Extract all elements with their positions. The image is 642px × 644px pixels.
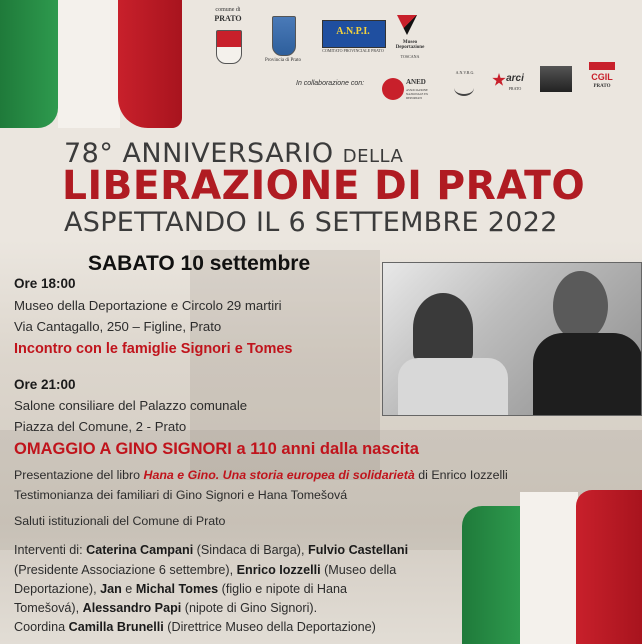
event2-greetings: Saluti istituzionali del Comune di Prato — [14, 514, 226, 528]
photo-figure-woman-body — [398, 358, 508, 416]
speaker-name: Caterina Campani — [86, 543, 194, 557]
event2-title: OMAGGIO A GINO SIGNORI a 110 anni dalla nascita — [14, 440, 419, 458]
speaker-conjunction: e — [121, 582, 136, 596]
event1-place: Museo della Deportazione e Circolo 29 martiri — [14, 298, 282, 313]
speakers-line-3 — [14, 582, 347, 596]
photo-figure-woman — [413, 293, 473, 363]
event2-presentation — [14, 468, 508, 482]
aned-logo-icon — [382, 78, 404, 100]
photo-figure-man — [553, 271, 608, 341]
speakers-line-2 — [14, 563, 396, 577]
partner-logo-icon — [540, 66, 572, 92]
provincia-crest-icon — [272, 16, 296, 56]
cgil-sub: PRATO — [593, 84, 611, 89]
event1-time: Ore 18:00 — [14, 276, 76, 291]
speakers-line-1 — [14, 543, 408, 557]
anniversary-title-small: DELLA — [342, 146, 404, 167]
anpi-sub: COMITATO PROVINCIALE PRATO — [322, 48, 384, 53]
presentation-prefix: Presentazione del libro — [14, 468, 144, 482]
photo-figure-man-body — [533, 333, 642, 416]
speakers-line-4 — [14, 601, 317, 615]
event1-title: Incontro con le famiglie Signori e Tomes — [14, 341, 293, 357]
speakers-line-5 — [14, 620, 376, 634]
comune-label-top: comune di — [215, 7, 241, 13]
presentation-author: di Enrico Iozzelli — [414, 468, 508, 482]
coordinator-prefix: Coordina — [14, 620, 69, 634]
anvrg-logo-icon — [454, 80, 474, 96]
subtitle-date: ASPETTANDO IL 6 SETTEMBRE 2022 — [64, 207, 558, 238]
museo-sub: TOSCANA — [400, 54, 420, 59]
event2-place: Salone consiliare del Palazzo comunale — [14, 398, 248, 413]
flag-green-top — [0, 0, 58, 128]
flag-white-bottom — [520, 492, 578, 644]
museo-label: Museo Deportazione — [395, 40, 425, 50]
historical-photo — [382, 262, 642, 416]
flag-green-bottom — [462, 506, 522, 644]
coordinator-name: Camilla Brunelli — [68, 620, 164, 634]
speaker-role: (figlio e nipote di Hana — [218, 582, 348, 596]
speaker-name: Fulvio Castellani — [308, 543, 409, 557]
anpi-label: A.N.P.I. — [336, 26, 370, 37]
main-title: LIBERAZIONE DI PRATO — [62, 163, 586, 209]
collaboration-label: In collaborazione con: — [296, 80, 365, 87]
provincia-label: Provincia di Prato — [264, 58, 302, 63]
event2-address: Piazza del Comune, 2 - Prato — [14, 419, 187, 434]
cgil-logo-icon — [589, 62, 615, 70]
speaker-name: Enrico Iozzelli — [236, 563, 321, 577]
flag-red-bottom — [576, 490, 642, 644]
anvrg-label: A.N.V.R.G. — [455, 70, 475, 75]
speaker-role: (Presidente Associazione 6 settembre), — [14, 563, 237, 577]
speaker-role: (Sindaca di Barga), — [193, 543, 308, 557]
date-heading: SABATO 10 settembre — [88, 252, 311, 275]
speaker-role: (nipote di Gino Signori). — [181, 601, 318, 615]
comune-crest-icon — [216, 30, 242, 64]
aned-label: ANED — [406, 78, 426, 86]
aned-sub: ASSOCIAZIONE NAZIONALE EX DEPORTATI — [406, 88, 429, 100]
event1-address: Via Cantagallo, 250 – Figline, Prato — [14, 319, 222, 334]
speaker-role: (Museo della — [320, 563, 397, 577]
anniversary-title-main: 78° ANNIVERSARIO — [64, 138, 334, 169]
book-title: Hana e Gino. Una storia europea di solidarietà — [143, 468, 415, 482]
speakers-prefix: Interventi di: — [14, 543, 87, 557]
speaker-role: Tomešová), — [14, 601, 83, 615]
event2-testimony: Testimonianza dei familiari di Gino Signori e Hana Tomešová — [14, 488, 348, 502]
arci-label: arci — [506, 73, 524, 84]
coordinator-role: (Direttrice Museo della Deportazione) — [163, 620, 376, 634]
arci-sub: PRATO — [508, 86, 522, 91]
comune-label: PRATO — [214, 14, 242, 23]
event2-time: Ore 21:00 — [14, 377, 76, 392]
museo-logo-icon — [397, 15, 417, 35]
speaker-name: Michal Tomes — [135, 582, 219, 596]
speaker-role: Deportazione), — [14, 582, 101, 596]
flag-red-top — [118, 0, 182, 128]
speaker-name: Jan — [100, 582, 122, 596]
flag-white-top — [58, 0, 120, 128]
cgil-label: CGIL — [591, 72, 613, 82]
speaker-name: Alessandro Papi — [82, 601, 182, 615]
